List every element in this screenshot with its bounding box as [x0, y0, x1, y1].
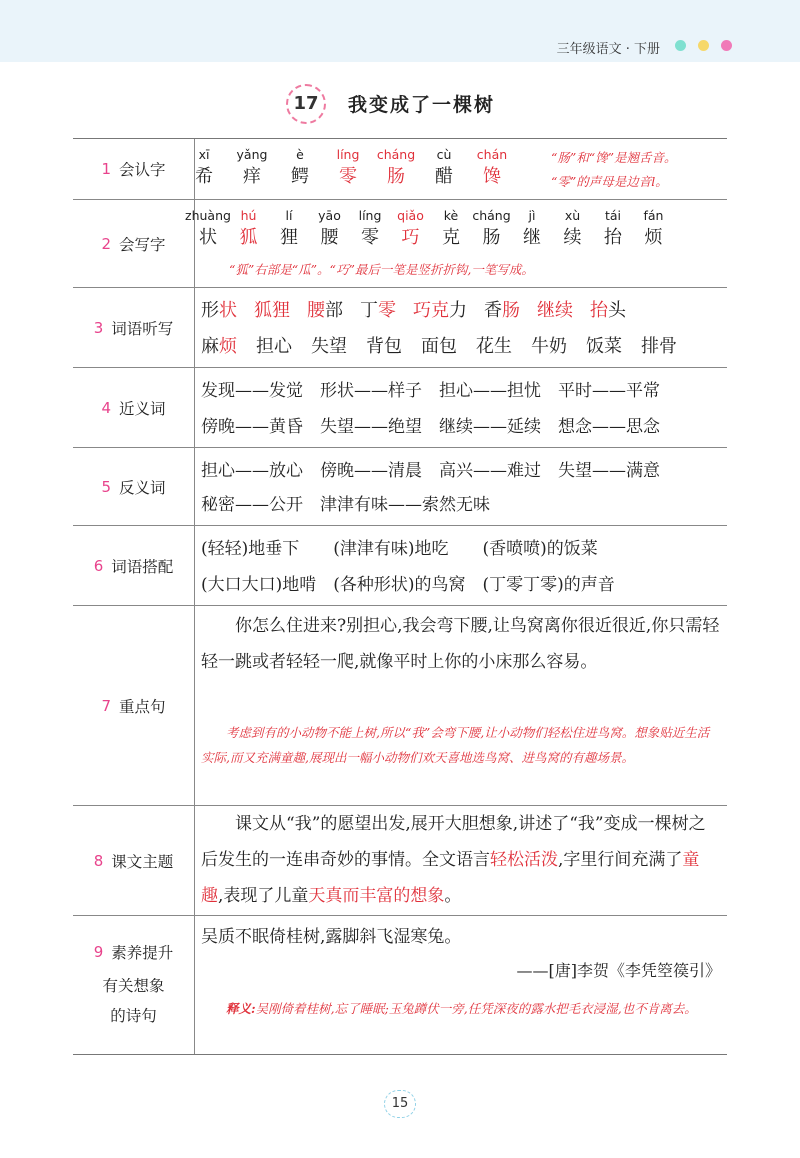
row-label — [73, 288, 194, 367]
row-theme — [73, 805, 727, 915]
hanzi: 巧 — [401, 227, 420, 248]
synonym-line-1: 发现——发觉 形状——样子 担心——担忧 平时——平常 — [201, 381, 660, 401]
explanation-label: 释义: — [226, 1001, 256, 1016]
hanzi: 状 — [199, 227, 217, 248]
row-label — [73, 526, 194, 605]
char-cell — [629, 208, 679, 250]
pinyin: cháng — [376, 147, 416, 162]
context-chars: 面包 — [421, 336, 457, 357]
context-chars: 排骨 — [641, 336, 677, 357]
collocation-line-1: (轻轻)地垂下 (津津有味)地吃 (香喷喷)的饭菜 — [201, 539, 598, 559]
context-chars: 部 — [325, 300, 343, 321]
row-recognize-chars — [73, 139, 727, 199]
char-cell — [323, 147, 373, 189]
target-chars: 零 — [378, 300, 396, 321]
theme-highlight-1: 轻松活泼 — [490, 850, 558, 870]
context-chars: 背包 — [366, 336, 402, 357]
row-key-sentence — [73, 605, 727, 805]
header-bar — [0, 0, 800, 62]
dictation-word — [311, 336, 347, 357]
target-chars: 肠 — [502, 300, 520, 321]
context-chars: 担心 — [256, 336, 292, 357]
target-chars: 抬 — [590, 300, 608, 321]
row-synonyms — [73, 367, 727, 447]
hanzi: 续 — [563, 227, 582, 248]
row-content — [201, 448, 725, 525]
context-chars: 麻 — [201, 336, 219, 357]
explanation-text: 吴刚倚着桂树,忘了睡眠;玉兔蹲伏一旁,任凭深夜的露水把毛衣浸湿,也不肯离去。 — [255, 1001, 697, 1016]
section-number: 4 — [101, 398, 112, 417]
theme-highlight-3: 天真而丰富的想象 — [308, 886, 445, 906]
antonym-line-2: 秘密——公开 津津有味——索然无味 — [201, 495, 490, 515]
hanzi: 继 — [523, 227, 541, 248]
char-cell — [275, 147, 325, 189]
context-chars: 丁 — [360, 300, 378, 321]
char-cell — [419, 147, 469, 189]
hanzi: 狐 — [239, 227, 258, 248]
target-chars: 腰 — [307, 300, 325, 321]
lesson-number-badge: 17 — [286, 84, 326, 124]
pronunciation-note-2: “零”的声母是边音l。 — [551, 174, 668, 189]
section-number: 7 — [101, 696, 112, 715]
context-chars: 头 — [608, 300, 626, 321]
row-content — [201, 526, 725, 605]
pinyin: lí — [285, 208, 293, 223]
theme-part-2: ,字里行间充满了 — [558, 850, 683, 870]
context-chars: 花生 — [476, 336, 512, 357]
hanzi: 烦 — [644, 227, 663, 248]
antonym-line-1: 担心——放心 傍晚——清晨 高兴——难过 失望——满意 — [201, 461, 660, 481]
hanzi: 零 — [361, 227, 379, 248]
dictation-word — [254, 300, 290, 321]
dictation-word — [413, 300, 467, 321]
target-chars: 巧克 — [413, 300, 449, 321]
section-title: 词语搭配 — [111, 557, 174, 576]
theme-highlight-2: 童趣 — [201, 850, 700, 906]
hanzi: 抬 — [604, 227, 622, 248]
row-label — [73, 916, 194, 1056]
dictation-word — [421, 336, 457, 357]
hanzi: 肠 — [387, 166, 405, 187]
pinyin: qiǎo — [397, 208, 424, 223]
hanzi: 腰 — [320, 227, 339, 248]
dictation-line-2 — [201, 332, 696, 358]
row-content — [201, 916, 725, 1056]
pinyin: kè — [443, 208, 459, 223]
hanzi: 狸 — [280, 227, 298, 248]
pinyin: fán — [643, 208, 664, 223]
theme-text — [201, 806, 721, 914]
theme-part-3: ,表现了儿童 — [218, 886, 309, 906]
dictation-word — [641, 336, 677, 357]
pinyin: cháng — [472, 208, 511, 223]
section-title: 会写字 — [119, 235, 166, 254]
context-chars: 形 — [201, 300, 219, 321]
row-content — [201, 368, 725, 447]
lesson-title: 我变成了一棵树 — [348, 94, 496, 116]
poem-explanation — [201, 996, 721, 1021]
row-label — [73, 448, 194, 525]
hanzi: 零 — [339, 166, 357, 187]
char-cell — [467, 147, 517, 189]
section-number: 5 — [101, 477, 112, 496]
pinyin: líng — [336, 147, 360, 162]
writing-note: “狐”右部是“瓜”。“巧”最后一笔是竖折折钩,一笔写成。 — [229, 262, 534, 277]
row-label — [73, 606, 194, 805]
row-label — [73, 139, 194, 199]
pinyin: cù — [436, 147, 452, 162]
poem-source: ——[唐]李贺《李凭箜篌引》 — [516, 961, 721, 980]
hanzi: 克 — [442, 227, 460, 248]
row-dictation — [73, 287, 727, 367]
pinyin: jì — [528, 208, 536, 223]
hanzi: 痒 — [243, 166, 261, 187]
section-title: 素养提升 — [111, 944, 174, 962]
key-sentence-text: 你怎么住进来?别担心,我会弯下腰,让鸟窝离你很近很近,你只需轻轻一跳或者轻轻一爬,就像平时上你的小床那么容易。 — [201, 616, 720, 672]
target-chars: 继续 — [537, 300, 573, 321]
section-title: 词语听写 — [111, 319, 174, 338]
section-number: 3 — [93, 318, 104, 337]
lesson-title-row — [0, 84, 800, 126]
page-number: 15 — [384, 1090, 416, 1118]
section-title: 反义词 — [119, 478, 166, 497]
target-chars: 烦 — [219, 336, 237, 357]
row-label-main — [94, 941, 174, 963]
section-number: 8 — [93, 851, 104, 870]
grade-label: 三年级语文 · 下册 — [556, 42, 660, 57]
decor-dot-pink — [721, 40, 732, 51]
collocation-line-2: (大口大口)地啃 (各种形状)的鸟窝 (丁零丁零)的声音 — [201, 575, 615, 595]
pinyin: yāo — [318, 208, 341, 223]
section-number: 9 — [93, 943, 104, 961]
pronunciation-note-1: “肠”和“馋”是翘舌音。 — [551, 150, 677, 165]
pinyin: zhuàng — [185, 208, 231, 223]
section-title: 课文主题 — [111, 852, 174, 871]
poem-line: 吴质不眠倚桂树,露脚斜飞湿寒兔。 — [201, 927, 462, 947]
context-chars: 失望 — [311, 336, 347, 357]
context-chars: 饭菜 — [586, 336, 622, 357]
hanzi: 肠 — [482, 227, 501, 248]
key-sentence-note: 考虑到有的小动物不能上树,所以“我”会弯下腰,让小动物们轻松住进鸟窝。想象贴近生活实际,而又充满童趣,展现出一幅小动物们欢天喜地选鸟窝、进鸟窝的有趣场景。 — [201, 725, 710, 765]
target-chars: 状 — [219, 300, 237, 321]
hanzi: 鳄 — [291, 166, 309, 187]
pinyin: yǎng — [236, 147, 268, 162]
dictation-word — [484, 300, 520, 321]
char-cell — [371, 147, 421, 189]
section-number: 1 — [101, 160, 112, 178]
sub-label-2: 的诗句 — [110, 1007, 157, 1025]
row-label-sub — [102, 971, 164, 1031]
row-antonyms — [73, 447, 727, 525]
dictation-word — [256, 336, 292, 357]
dictation-word — [201, 336, 237, 357]
dictation-word — [476, 336, 512, 357]
section-number: 2 — [101, 234, 112, 253]
sub-label-1: 有关想象 — [102, 977, 165, 995]
row-label — [73, 200, 194, 287]
dictation-word — [307, 300, 343, 321]
dictation-word — [586, 336, 622, 357]
context-chars: 牛奶 — [531, 336, 567, 357]
theme-part-4: 。 — [444, 886, 462, 906]
row-content — [201, 288, 725, 367]
row-content — [201, 806, 725, 915]
target-chars: 狐狸 — [254, 300, 290, 321]
row-label — [73, 368, 194, 447]
dictation-word — [590, 300, 626, 321]
context-chars: 香 — [484, 300, 502, 321]
pinyin: líng — [358, 208, 382, 223]
pinyin: xī — [198, 147, 210, 162]
context-chars: 力 — [449, 300, 467, 321]
section-title: 重点句 — [119, 697, 166, 716]
study-table — [73, 138, 727, 1055]
pinyin: xù — [564, 208, 581, 223]
row-content — [195, 139, 725, 199]
theme-part-1: 课文从“我”的愿望出发,展开大胆想象,讲述了“我”变成一棵树之后发生的一连串奇妙的事情。全文语言 — [201, 814, 706, 870]
hanzi: 希 — [195, 166, 213, 187]
dictation-word — [531, 336, 567, 357]
hanzi: 馋 — [483, 166, 501, 187]
dictation-word — [537, 300, 573, 321]
pinyin: hú — [240, 208, 257, 223]
row-content — [185, 200, 725, 287]
dictation-word — [201, 300, 237, 321]
row-enrichment — [73, 915, 727, 1056]
decor-dot-teal — [675, 40, 686, 51]
section-number: 6 — [93, 556, 104, 575]
decor-dot-yellow — [698, 40, 709, 51]
char-cell — [179, 147, 229, 189]
dictation-word — [360, 300, 396, 321]
hanzi: 醋 — [435, 166, 453, 187]
dictation-line-1 — [201, 296, 643, 322]
char-cell — [227, 147, 277, 189]
pinyin: tái — [604, 208, 622, 223]
pinyin: è — [296, 147, 304, 162]
row-content — [201, 606, 725, 805]
row-write-chars — [73, 199, 727, 287]
synonym-line-2: 傍晚——黄昏 失望——绝望 继续——延续 想念——思念 — [201, 417, 660, 437]
section-title: 近义词 — [119, 399, 166, 418]
dictation-word — [366, 336, 402, 357]
pinyin: chán — [476, 147, 508, 162]
section-title: 会认字 — [119, 161, 166, 179]
row-label — [73, 806, 194, 915]
row-collocations — [73, 525, 727, 605]
